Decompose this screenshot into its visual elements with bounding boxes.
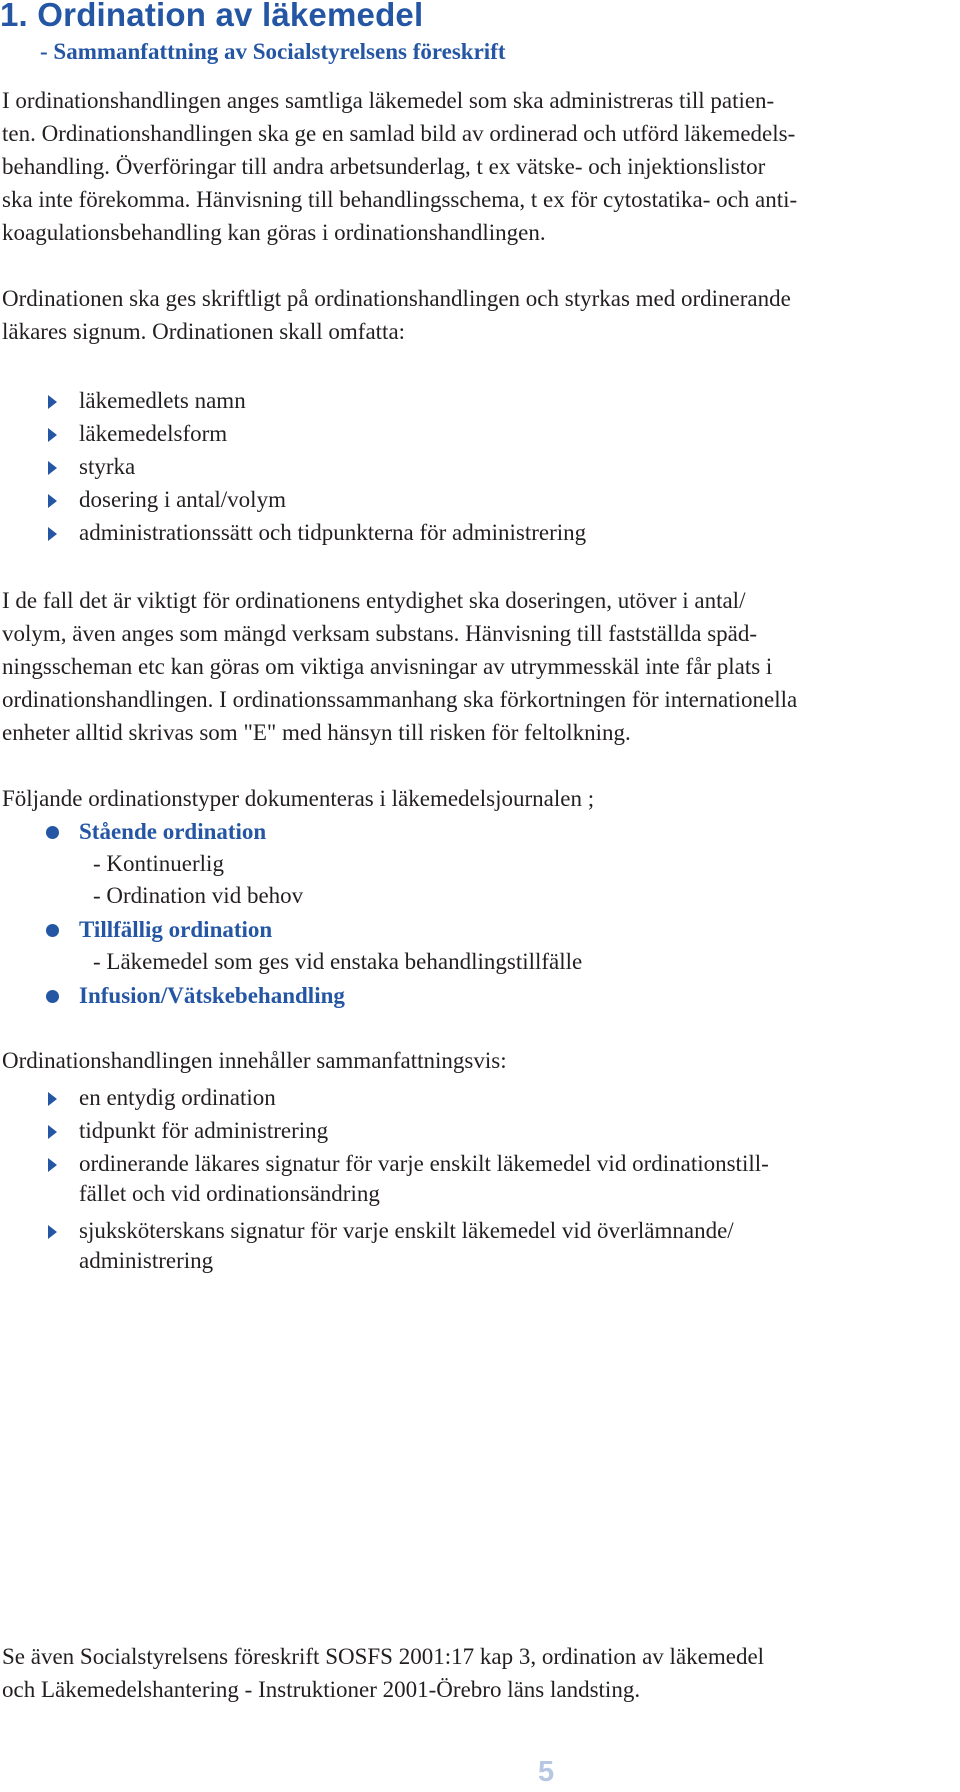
list-item — [48, 452, 586, 482]
dot-bullet-icon — [46, 990, 59, 1003]
triangle-bullet-icon — [48, 1125, 57, 1139]
list-item-text: läkemedlets namn — [79, 388, 246, 413]
list-item — [48, 1149, 769, 1209]
list-item-text: sjuksköterskans signatur för varje enskilt läkemedel vid överlämnande/ — [79, 1218, 734, 1243]
text-line: ordinationshandlingen. I ordinationssammanhang ska förkortningen för internationella — [2, 687, 798, 712]
text-line: enheter alltid skrivas som "E" med hänsyn till risken för feltolkning. — [2, 720, 631, 745]
triangle-bullet-icon — [48, 395, 57, 409]
list-item-text: läkemedelsform — [79, 421, 228, 446]
text-line: ten. Ordinationshandlingen ska ge en samlad bild av ordinerad och utförd läkemedels- — [2, 121, 796, 146]
ordination-type-item — [46, 914, 582, 978]
list-item — [48, 1083, 769, 1113]
ordination-type-label: Stående ordination — [79, 819, 267, 844]
page-title: 1. Ordination av läkemedel — [0, 0, 424, 33]
triangle-bullet-icon — [48, 494, 57, 508]
text-line: I de fall det är viktigt för ordinationens entydighet ska doseringen, utöver i antal/ — [2, 588, 746, 613]
list-item — [48, 386, 586, 416]
summary-intro — [2, 1044, 507, 1077]
triangle-bullet-icon — [48, 1225, 57, 1239]
ordination-type-subitem: - Läkemedel som ges vid enstaka behandlingstillfälle — [93, 949, 583, 974]
list-item-text: dosering i antal/volym — [79, 487, 286, 512]
triangle-bullet-icon — [48, 1092, 57, 1106]
text-line: Ordinationshandlingen innehåller sammanfattningsvis: — [2, 1048, 507, 1073]
list-item-text: en entydig ordination — [79, 1085, 276, 1110]
dot-bullet-icon — [46, 826, 59, 839]
list-item-text: tidpunkt för administrering — [79, 1118, 329, 1143]
list-item-text: administrering — [79, 1248, 214, 1273]
list-item-text: administrationssätt och tidpunkterna för administrering — [79, 520, 587, 545]
text-line: ningsscheman etc kan göras om viktiga anvisningar av utrymmesskäl inte får plats i — [2, 654, 773, 679]
list-item-text: fället och vid ordinationsändring — [79, 1181, 380, 1206]
ordination-types-list — [46, 816, 582, 1014]
ordination-type-label: Tillfällig ordination — [79, 917, 273, 942]
list-item — [48, 1216, 769, 1276]
text-line: och Läkemedelshantering - Instruktioner 2001-Örebro läns landsting. — [2, 1677, 641, 1702]
text-line: koagulationsbehandling kan göras i ordinationshandlingen. — [2, 220, 546, 245]
text-line: Se även Socialstyrelsens föreskrift SOSFS 2001:17 kap 3, ordination av läkemedel — [2, 1644, 765, 1669]
triangle-bullet-icon — [48, 1158, 57, 1172]
text-line: läkares signum. Ordinationen skall omfatta: — [2, 319, 406, 344]
text-line: Följande ordinationstyper dokumenteras i läkemedelsjournalen ; — [2, 786, 595, 811]
ordination-includes-list — [48, 386, 586, 551]
triangle-bullet-icon — [48, 527, 57, 541]
list-item-text: styrka — [79, 454, 136, 479]
text-line: I ordinationshandlingen anges samtliga läkemedel som ska administreras till patien- — [2, 88, 775, 113]
text-line: ska inte förekomma. Hänvisning till behandlingsschema, t ex för cytostatika- och anti- — [2, 187, 798, 212]
page-subtitle: - Sammanfattning av Socialstyrelsens föreskrift — [40, 39, 506, 64]
intro-paragraph — [2, 84, 797, 249]
text-line: behandling. Överföringar till andra arbetsunderlag, t ex vätske- och injektionslistor — [2, 154, 766, 179]
ordination-type-subitem: - Kontinuerlig — [93, 851, 224, 876]
list-item — [48, 518, 586, 548]
triangle-bullet-icon — [48, 428, 57, 442]
dot-bullet-icon — [46, 924, 59, 937]
summary-list — [48, 1083, 769, 1283]
ordination-type-item — [46, 816, 582, 912]
ordination-types-intro — [2, 782, 594, 815]
ordination-type-label: Infusion/Vätskebehandling — [79, 983, 345, 1008]
page-number: 5 — [538, 1756, 555, 1788]
list-item — [48, 1116, 769, 1146]
ordination-paragraph — [2, 282, 791, 348]
dosage-paragraph — [2, 584, 797, 749]
ordination-type-subitem: - Ordination vid behov — [93, 883, 304, 908]
list-item — [48, 419, 586, 449]
ordination-type-item — [46, 980, 582, 1012]
list-item-text: ordinerande läkares signatur för varje enskilt läkemedel vid ordinationstill- — [79, 1151, 769, 1176]
text-line: Ordinationen ska ges skriftligt på ordinationshandlingen och styrkas med ordinerande — [2, 286, 791, 311]
text-line: volym, även anges som mängd verksam substans. Hänvisning till fastställda späd- — [2, 621, 758, 646]
list-item — [48, 485, 586, 515]
reference-paragraph — [2, 1640, 764, 1706]
triangle-bullet-icon — [48, 461, 57, 475]
